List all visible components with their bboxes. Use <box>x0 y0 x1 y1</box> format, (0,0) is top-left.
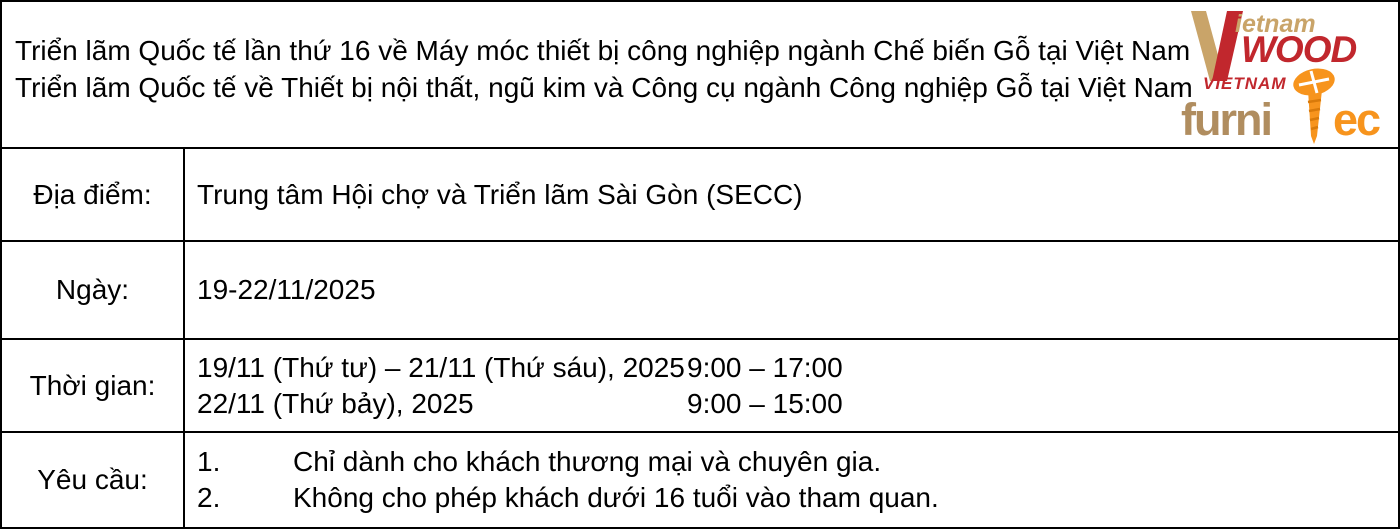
exhibition-title <box>15 32 1193 106</box>
schedule-date: 22/11 (Thứ bảy), 2025 <box>197 387 474 419</box>
logo-wood-text: WOOD <box>1241 29 1357 70</box>
screw-icon <box>1291 68 1337 148</box>
hours-value <box>185 340 1398 431</box>
requirement-text: Chỉ dành cho khách thương mại và chuyên gia. <box>293 446 882 477</box>
requirement-number: 1. <box>197 446 221 477</box>
requirements-label: Yêu cầu: <box>2 433 185 527</box>
logo-vietnam-text: VIETNAM <box>1203 74 1287 93</box>
vietnamwood-furnitec-logo <box>1181 8 1393 146</box>
requirement-item <box>197 480 1398 516</box>
location-value: Trung tâm Hội chợ và Triển lãm Sài Gòn (SECC) <box>197 178 803 210</box>
table-row-requirements <box>2 431 1398 527</box>
schedule-line <box>197 386 1398 422</box>
requirements-value <box>185 433 1398 527</box>
requirement-number: 2. <box>197 482 221 513</box>
logo-ietnam-text: ietnam <box>1235 10 1316 38</box>
logo-furni-text: furni <box>1181 94 1271 145</box>
schedule-time: 9:00 – 17:00 <box>687 351 843 383</box>
location-label: Địa điểm: <box>2 149 185 240</box>
schedule-time: 9:00 – 15:00 <box>687 387 843 419</box>
table-row-hours <box>2 338 1398 431</box>
requirement-text: Không cho phép khách dưới 16 tuổi vào tham quan. <box>293 482 939 513</box>
requirement-item <box>197 444 1398 480</box>
schedule-line <box>197 350 1398 386</box>
header <box>2 2 1398 147</box>
title-line-1: Triển lãm Quốc tế lần thứ 16 về Máy móc thiết bị công nghiệp ngành Chế biến Gỗ tại Việt Nam <box>15 35 1191 66</box>
table-row-date <box>2 240 1398 338</box>
schedule-date: 19/11 (Thứ tư) – 21/11 (Thứ sáu), 2025 <box>197 351 685 383</box>
table-row-location <box>2 147 1398 240</box>
title-line-2: Triển lãm Quốc tế về Thiết bị nội thất, ngũ kim và Công cụ ngành Công nghiệp Gỗ tại Việt Nam <box>15 72 1193 103</box>
date-value: 19-22/11/2025 <box>197 274 376 305</box>
date-label: Ngày: <box>2 242 185 338</box>
logo-ec-text: ec <box>1333 94 1380 145</box>
hours-label: Thời gian: <box>2 340 185 431</box>
